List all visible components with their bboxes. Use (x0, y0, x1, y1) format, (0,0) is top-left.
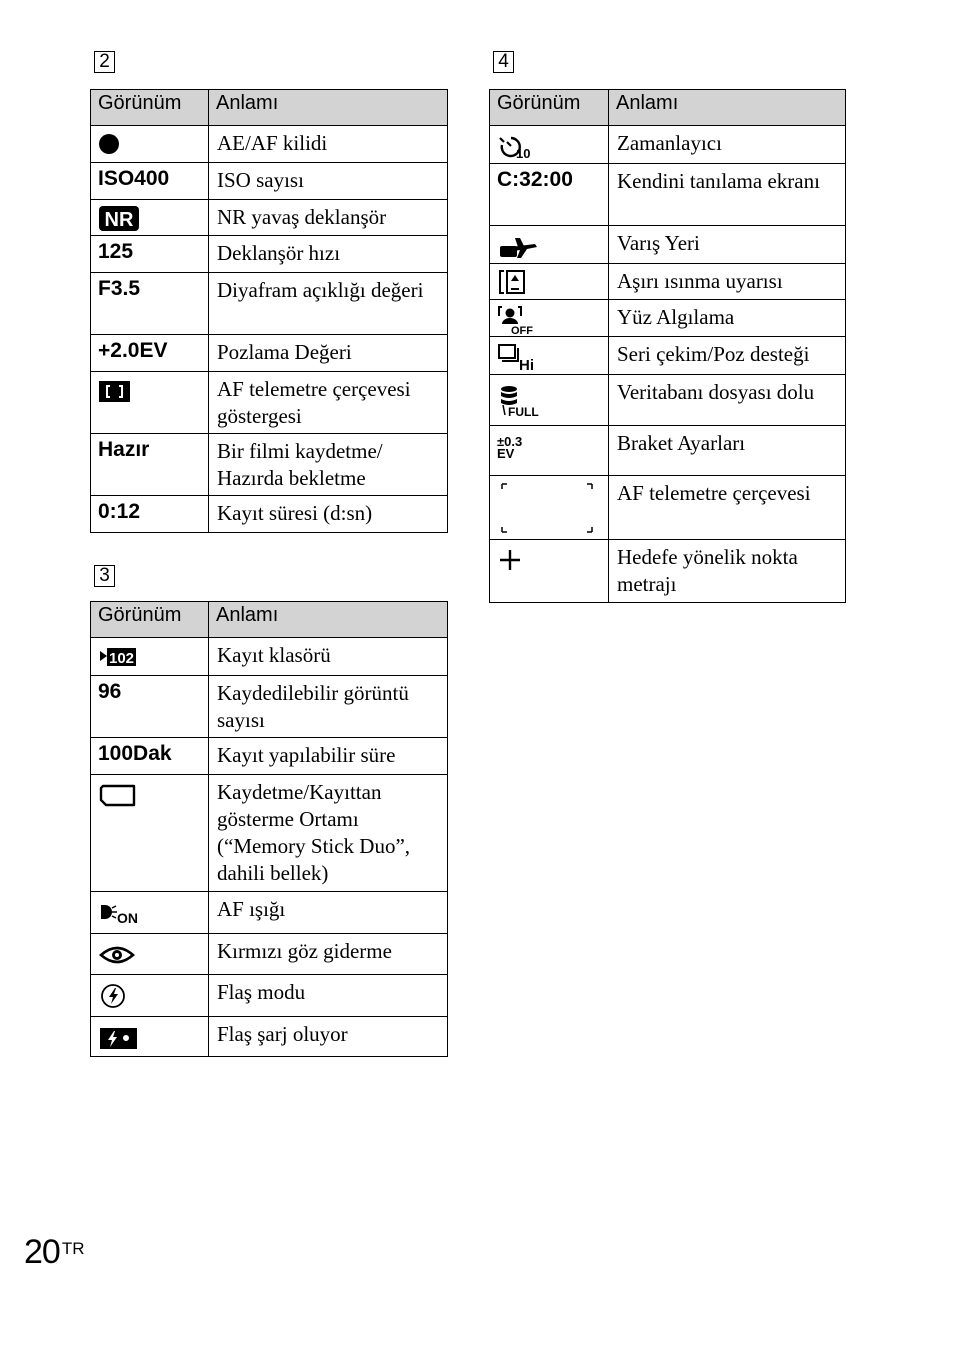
section-number: 4 (493, 51, 514, 73)
table-header-row (91, 90, 448, 126)
display-value: Hazır (91, 434, 209, 496)
table-row (490, 375, 846, 426)
display-value: F3.5 (91, 273, 209, 335)
table-row (91, 236, 448, 273)
face-detection-text: OFF (511, 325, 533, 336)
flash-mode-icon (98, 979, 130, 1011)
display-value: 125 (91, 236, 209, 273)
section-number: 2 (94, 51, 115, 73)
table-row (91, 163, 448, 200)
col-header-display: Görünüm (91, 602, 209, 638)
meaning-cell: Deklanşör hızı (209, 236, 448, 273)
display-value: 100Dak (91, 738, 209, 775)
media-card-icon (98, 779, 138, 811)
face-detection-off-icon (497, 304, 543, 336)
page-number-value: 20 (24, 1233, 60, 1271)
table-row (91, 126, 448, 163)
table-row (490, 426, 846, 476)
col-header-meaning: Anlamı (209, 602, 448, 638)
col-header-display: Görünüm (91, 90, 209, 126)
airplane-destination-icon (497, 230, 541, 262)
self-timer-text: 10 (516, 146, 531, 160)
table-row (91, 1017, 448, 1057)
meaning-cell: Kayıt süresi (d:sn) (209, 496, 448, 533)
meaning-cell: Kaydedilebilir görüntü sayısı (209, 676, 448, 738)
table-row (91, 273, 448, 335)
meaning-cell: AF telemetre çerçevesi (609, 476, 846, 540)
burst-hi-icon (497, 341, 543, 373)
col-header-meaning: Anlamı (609, 90, 846, 126)
table-row (91, 676, 448, 738)
meaning-cell: Braket Ayarları (609, 426, 846, 476)
col-header-display: Görünüm (490, 90, 609, 126)
display-value: 0:12 (91, 496, 209, 533)
meaning-cell: Kaydetme/Kayıttan gösterme Ortamı (“Memory Stick Duo”, dahili bellek) (209, 775, 448, 892)
table-row (91, 335, 448, 372)
table-header-row (490, 90, 846, 126)
meaning-cell: Yüz Algılama (609, 300, 846, 337)
display-table-3 (90, 601, 448, 1057)
table-row (91, 892, 448, 934)
meaning-cell: Kendini tanılama ekranı (609, 164, 846, 226)
table-header-row (91, 602, 448, 638)
meaning-cell: Aşırı ısınma uyarısı (609, 264, 846, 300)
overheat-icon (497, 268, 529, 296)
table-row (91, 638, 448, 676)
meaning-cell: AF telemetre çerçevesi göstergesi (209, 372, 448, 434)
table-row (91, 372, 448, 434)
af-frame-icon (497, 480, 597, 536)
burst-hi-text: Hi (519, 357, 534, 373)
meaning-cell: Seri çekim/Poz desteği (609, 337, 846, 375)
display-value: 96 (91, 676, 209, 738)
display-value: C:32:00 (490, 164, 609, 226)
meaning-cell: Bir filmi kaydetme/ Hazırda bekletme (209, 434, 448, 496)
folder-102-icon (98, 642, 138, 670)
meaning-cell: Flaş şarj oluyor (209, 1017, 448, 1057)
display-value: +2.0EV (91, 335, 209, 372)
meaning-cell: Zamanlayıcı (609, 126, 846, 164)
meaning-cell: Flaş modu (209, 975, 448, 1017)
table-row (490, 337, 846, 375)
af-illuminator-text: ON (117, 910, 138, 926)
table-row (490, 126, 846, 164)
flash-charging-icon (98, 1021, 140, 1051)
meaning-cell: Pozlama Değeri (209, 335, 448, 372)
database-full-icon (497, 379, 547, 419)
col-header-meaning: Anlamı (209, 90, 448, 126)
table-row (490, 264, 846, 300)
meaning-cell: NR yavaş deklanşör (209, 200, 448, 236)
table-row (91, 738, 448, 775)
table-row (91, 496, 448, 533)
bracket-icon: ±0.3 EV (497, 434, 523, 461)
table-row (490, 300, 846, 337)
meaning-cell: Hedefe yönelik nokta metrajı (609, 540, 846, 603)
meaning-cell: Kayıt klasörü (209, 638, 448, 676)
folder-number-text: 102 (108, 650, 135, 667)
table-row (91, 434, 448, 496)
database-full-text: FULL (508, 405, 539, 419)
meaning-cell: Diyafram açıklığı değeri (209, 273, 448, 335)
meaning-cell: Kırmızı göz giderme (209, 934, 448, 975)
meaning-cell: Kayıt yapılabilir süre (209, 738, 448, 775)
red-eye-icon (98, 938, 138, 968)
meaning-cell: Veritabanı dosyası dolu (609, 375, 846, 426)
meaning-cell: AF ışığı (209, 892, 448, 934)
af-frame-indicator-icon (98, 376, 132, 406)
dot-icon (98, 130, 122, 158)
table-row (91, 934, 448, 975)
table-row (490, 540, 846, 603)
table-row (91, 200, 448, 236)
page-number-suffix: TR (61, 1239, 85, 1258)
meaning-cell: Varış Yeri (609, 226, 846, 264)
table-row (91, 975, 448, 1017)
table-row (91, 775, 448, 892)
display-value: ISO400 (91, 163, 209, 200)
meaning-cell: ISO sayısı (209, 163, 448, 200)
table-row (490, 226, 846, 264)
nr-icon (98, 204, 140, 232)
display-table-2 (90, 89, 448, 533)
self-timer-icon (497, 130, 537, 160)
table-row (490, 164, 846, 226)
section-number: 3 (94, 565, 115, 587)
table-row (490, 476, 846, 540)
af-illuminator-icon (98, 896, 146, 926)
spot-metering-cross-icon (497, 544, 527, 574)
page-number (24, 1233, 85, 1272)
meaning-cell: AE/AF kilidi (209, 126, 448, 163)
display-table-4 (489, 89, 846, 603)
nr-icon-text: NR (104, 209, 134, 231)
